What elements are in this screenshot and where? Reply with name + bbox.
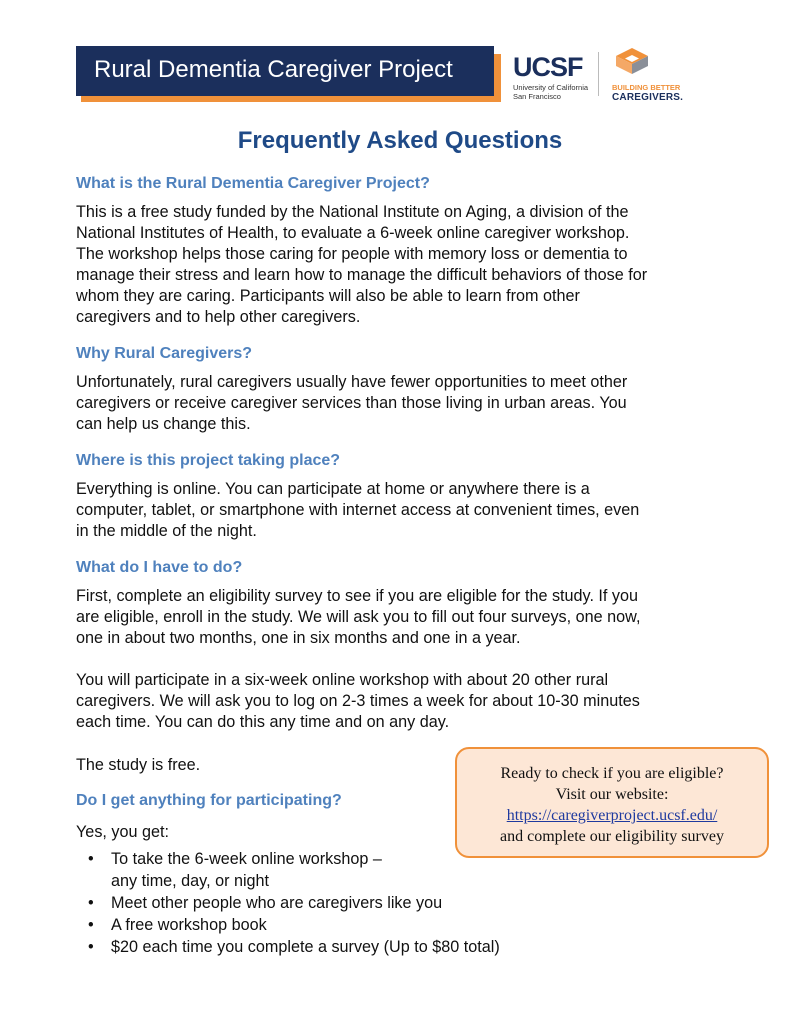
bbc-logo-line2: CAREGIVERS. bbox=[612, 92, 684, 103]
list-item: • Meet other people who are caregivers like you bbox=[88, 894, 443, 912]
section-body bbox=[76, 479, 736, 542]
text-line: First, complete an eligibility survey to see if you are eligible for the study. If you bbox=[76, 587, 639, 605]
ucsf-logo-sub-2: San Francisco bbox=[513, 92, 561, 101]
bbc-logo bbox=[612, 46, 692, 103]
text-line: Yes, you get: bbox=[76, 823, 169, 841]
bullet-icon: • bbox=[88, 850, 94, 868]
text-line: caregivers or receive caregiver services than those living in urban areas. You bbox=[76, 394, 627, 412]
logo-divider bbox=[598, 52, 599, 96]
section-body bbox=[76, 372, 736, 435]
text-line: Everything is online. You can participate at home or anywhere there is a bbox=[76, 480, 590, 498]
text-line: are eligible, enroll in the study. We will ask you to fill out four surveys, one now, bbox=[76, 608, 641, 626]
callout-line: Ready to check if you are eligible? bbox=[500, 765, 724, 782]
text-line: manage their stress and learn how to manage the difficult behaviors of those for bbox=[76, 266, 648, 284]
bullet-icon: • bbox=[88, 916, 94, 934]
bullet-icon: • bbox=[88, 894, 94, 912]
text-line: The study is free. bbox=[76, 756, 201, 774]
text-line: Unfortunately, rural caregivers usually have fewer opportunities to meet other bbox=[76, 373, 628, 391]
callout-line: Visit our website: bbox=[555, 786, 669, 803]
ucsf-logo bbox=[513, 52, 588, 101]
ucsf-logo-sub-1: University of California bbox=[513, 83, 589, 92]
section-body bbox=[76, 670, 736, 733]
website-link[interactable]: https://caregiverproject.ucsf.edu/ bbox=[506, 807, 718, 824]
text-line: caregivers. We will ask you to log on 2-3 times a week for about 10-30 minutes bbox=[76, 692, 640, 710]
list-item: • $20 each time you complete a survey (Up to $80 total) bbox=[88, 938, 500, 956]
text-line: one in about two months, one in six months and one in a year. bbox=[76, 629, 521, 647]
text-line: This is a free study funded by the National Institute on Aging, a division of the bbox=[76, 203, 629, 221]
callout-line: and complete our eligibility survey bbox=[500, 828, 724, 845]
text-line: National Institutes of Health, to evaluate a 6-week online caregiver workshop. bbox=[76, 224, 630, 242]
text-line: whom they are caring. Participants will also be able to learn from other bbox=[76, 287, 580, 305]
text-line: The workshop helps those caring for people with memory loss or dementia to bbox=[76, 245, 628, 263]
text-line: computer, tablet, or smartphone with internet access at convenient times, even bbox=[76, 501, 640, 519]
bullet-icon: • bbox=[88, 938, 94, 956]
text-line: each time. You can do this any time and on any day. bbox=[76, 713, 450, 731]
section-body bbox=[76, 202, 736, 328]
bbc-logo-line1: BUILDING BETTER bbox=[612, 83, 681, 92]
text-line: caregivers and to help other caregivers. bbox=[76, 308, 361, 326]
text-line: in the middle of the night. bbox=[76, 522, 257, 540]
section-body bbox=[76, 586, 736, 649]
text-line: can help us change this. bbox=[76, 415, 251, 433]
section-heading: Why Rural Caregivers? bbox=[76, 345, 253, 362]
list-item: • To take the 6-week online workshop – any time, day, or night bbox=[88, 850, 382, 890]
benefits-list bbox=[88, 848, 500, 958]
page-title: Frequently Asked Questions bbox=[237, 127, 563, 154]
ucsf-logo-mark: UCSF bbox=[513, 52, 583, 82]
section-heading: Where is this project taking place? bbox=[76, 452, 341, 469]
eligibility-callout bbox=[455, 747, 769, 858]
bbc-cube-icon bbox=[612, 46, 652, 76]
list-item: • A free workshop book bbox=[88, 916, 267, 934]
section-heading: What do I have to do? bbox=[76, 559, 243, 576]
text-line: You will participate in a six-week online workshop with about 20 other rural bbox=[76, 671, 609, 689]
section-heading: What is the Rural Dementia Caregiver Project? bbox=[76, 175, 430, 192]
section-heading: Do I get anything for participating? bbox=[76, 792, 342, 809]
banner-title: Rural Dementia Caregiver Project bbox=[94, 56, 453, 83]
